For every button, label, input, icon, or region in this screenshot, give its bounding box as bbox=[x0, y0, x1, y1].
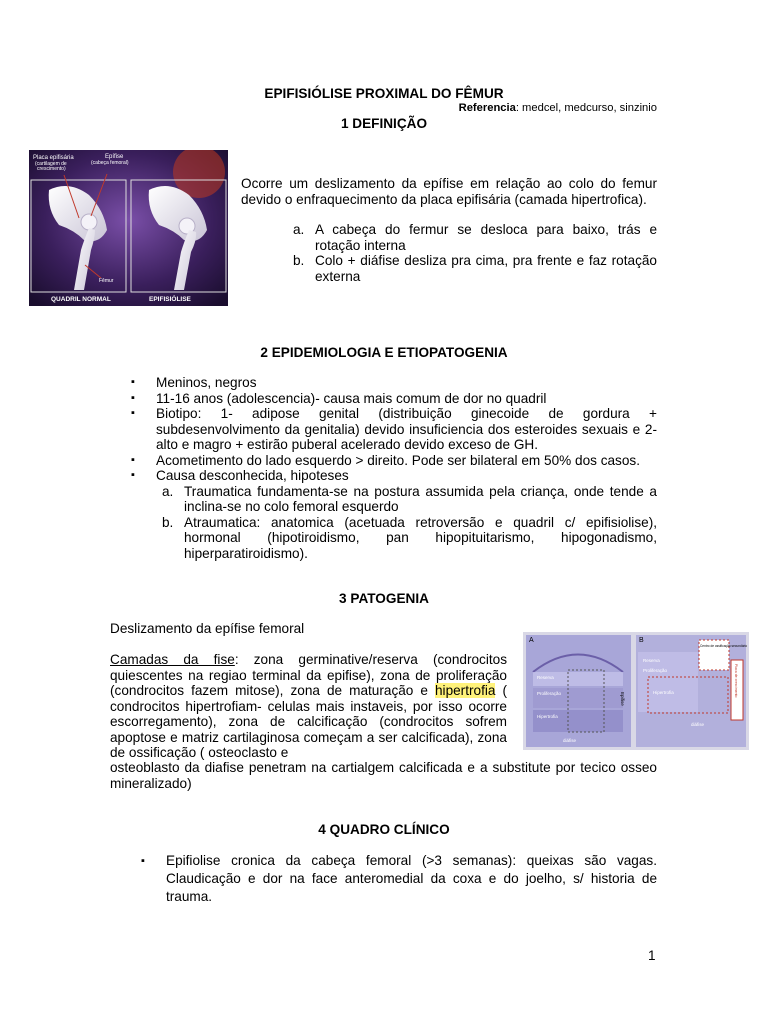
bullet-text: Biotipo: 1- adipose genital (distribuição ginecoide de gordura + subdesenvolvimento da genitalia) devido insuficiencia dos esteroides sexuais e 2- alto e magro + estirão puberal acelerado devido exceso de GH. bbox=[156, 406, 657, 452]
hist-label-diafise: diáfise bbox=[563, 738, 577, 743]
growth-plate-histology bbox=[523, 632, 749, 750]
list-marker: a. bbox=[162, 483, 174, 499]
hist-label-reserva: Reserva bbox=[537, 675, 554, 680]
physis-text-b: ( condrocitos hipertrofiam- celulas mais instaveis, por isso ocorre escorregamento), zona de calcificação (condrocitos sofrem apoptose e matriz cartilaginosa começam a ser calcificada), zona de ossificação ( osteoclasto e bbox=[110, 683, 507, 760]
physis-label: Camadas da fise bbox=[110, 652, 235, 667]
bullet-item bbox=[110, 852, 657, 906]
hip-comparison-figure bbox=[29, 150, 228, 306]
hist-panel-a: A bbox=[529, 637, 534, 644]
bullet-text: 11-16 anos (adolescencia)- causa mais comum de dor no quadril bbox=[156, 390, 547, 406]
bullet-item bbox=[110, 391, 657, 407]
hip-illustration bbox=[29, 150, 228, 306]
hist-label-reserva-b: Reserva bbox=[643, 658, 660, 663]
bullet-icon: ▪ bbox=[131, 407, 135, 419]
list-item-text: Colo + diáfise desliza pra cima, pra frente e faz rotação externa bbox=[315, 253, 657, 284]
epidemiology-list bbox=[110, 375, 657, 561]
list-item-text: Atraumatica: anatomica (acetuada retroversão e quadril c/ epifisiolise), hormonal (hipotiroidismo, pan hipopituitarismo, hipogonadismo, hiperparatiroidismo). bbox=[184, 514, 657, 561]
list-marker: b. bbox=[293, 253, 305, 268]
reference-line bbox=[459, 101, 657, 117]
histology-figure bbox=[523, 632, 749, 750]
fig-caption-normal: QUADRIL NORMAL bbox=[51, 296, 111, 303]
section-4-heading: 4 QUADRO CLÍNICO bbox=[318, 822, 450, 837]
page-number: 1 bbox=[648, 948, 656, 963]
fig-label-placa-sub2: crescimento) bbox=[37, 166, 66, 172]
section-1-heading: 1 DEFINIÇÃO bbox=[340, 116, 428, 131]
hist-label-proliferacao-b: Proliferação bbox=[643, 668, 668, 673]
bullet-text: Epifiolise cronica da cabeça femoral (>3 semanas): queixas são vagas. Claudicação e dor na face anteromedial da coxa e do joelho, s/ historia de trauma. bbox=[166, 853, 657, 904]
definition-list bbox=[241, 222, 657, 284]
hist-label-hipertrofia-b: Hipertrofia bbox=[653, 690, 674, 695]
bullet-text: Causa desconhecida, hipoteses bbox=[156, 468, 349, 483]
fig-label-placa-sub1: (cartilagem de bbox=[35, 161, 67, 167]
bullet-item bbox=[110, 406, 657, 453]
bullet-text: Acometimento do lado esquerdo > direito. Pode ser bilateral em 50% dos casos. bbox=[156, 452, 640, 468]
hist-label-placa: Placa de crescimento bbox=[734, 664, 738, 698]
bullet-icon: ▪ bbox=[131, 376, 135, 388]
list-item-text: Traumatica fundamenta-se na postura assumida pela criança, onde tende a inclina-se no colo femoral esquerdo bbox=[184, 483, 657, 514]
document-title: EPIFISIÓLISE PROXIMAL DO FÊMUR bbox=[264, 86, 504, 101]
list-marker: b. bbox=[162, 514, 174, 530]
hist-label-proliferacao: Proliferação bbox=[537, 691, 562, 696]
fig-caption-epifisiolise: EPIFISIÓLISE bbox=[149, 296, 191, 303]
sub-item bbox=[110, 515, 657, 562]
reference-text: : medcel, medcurso, sinzinio bbox=[515, 102, 657, 114]
definition-item bbox=[241, 253, 657, 284]
hist-label-epifise: Epífise bbox=[620, 692, 625, 706]
fig-label-femur: Fêmur bbox=[99, 278, 114, 284]
sub-item bbox=[110, 484, 657, 515]
list-item-text: A cabeça do fermur se desloca para baixo, trás e rotação interna bbox=[315, 222, 657, 253]
physis-layers-paragraph bbox=[110, 652, 507, 761]
hist-panel-b: B bbox=[639, 637, 644, 644]
list-marker: a. bbox=[293, 222, 305, 237]
hist-label-centro: Centro de ossificação secundário bbox=[700, 644, 748, 648]
section-2-heading: 2 EPIDEMIOLOGIA E ETIOPATOGENIA bbox=[260, 345, 508, 360]
clinical-list bbox=[110, 852, 657, 906]
hist-label-hipertrofia: Hipertrofia bbox=[537, 714, 558, 719]
bullet-icon: ▪ bbox=[131, 391, 135, 404]
bullet-item bbox=[110, 453, 657, 469]
definition-paragraph: Ocorre um deslizamento da epífise em relação ao colo do femur devido o enfraquecimento da placa epifisária (camada hipertrofica). bbox=[241, 176, 657, 207]
pathogenesis-intro: Deslizamento da epífise femoral bbox=[110, 621, 305, 636]
bullet-icon: ▪ bbox=[131, 469, 135, 481]
highlighted-term: hipertrofia bbox=[434, 683, 496, 698]
physis-text-a: : zona germinative/reserva (condrocitos quiescentes na regiao terminal da epifise), zona de proliferação (condrocitos fazem mitose), zona de maturação e bbox=[110, 652, 507, 698]
bullet-item bbox=[110, 468, 657, 484]
bullet-icon: ▪ bbox=[141, 855, 145, 867]
bullet-text: Meninos, negros bbox=[156, 375, 257, 390]
hist-label-diafise-b: diáfise bbox=[691, 722, 705, 727]
fig-label-placa: Placa epifisária bbox=[33, 155, 74, 161]
bullet-item bbox=[110, 375, 657, 391]
reference-label: Referencia bbox=[458, 102, 516, 114]
bullet-icon: ▪ bbox=[131, 453, 135, 466]
section-3-heading: 3 PATOGENIA bbox=[339, 591, 429, 606]
physis-paragraph-continued: osteoblasto da diafise penetram na cartialgem calcificada e a substitute por tecico osseo mineralizado) bbox=[110, 760, 657, 791]
fig-label-epifise-sub: (cabeça femoral) bbox=[91, 160, 129, 166]
fig-label-epifise: Epífise bbox=[105, 154, 124, 160]
definition-item bbox=[241, 222, 657, 253]
